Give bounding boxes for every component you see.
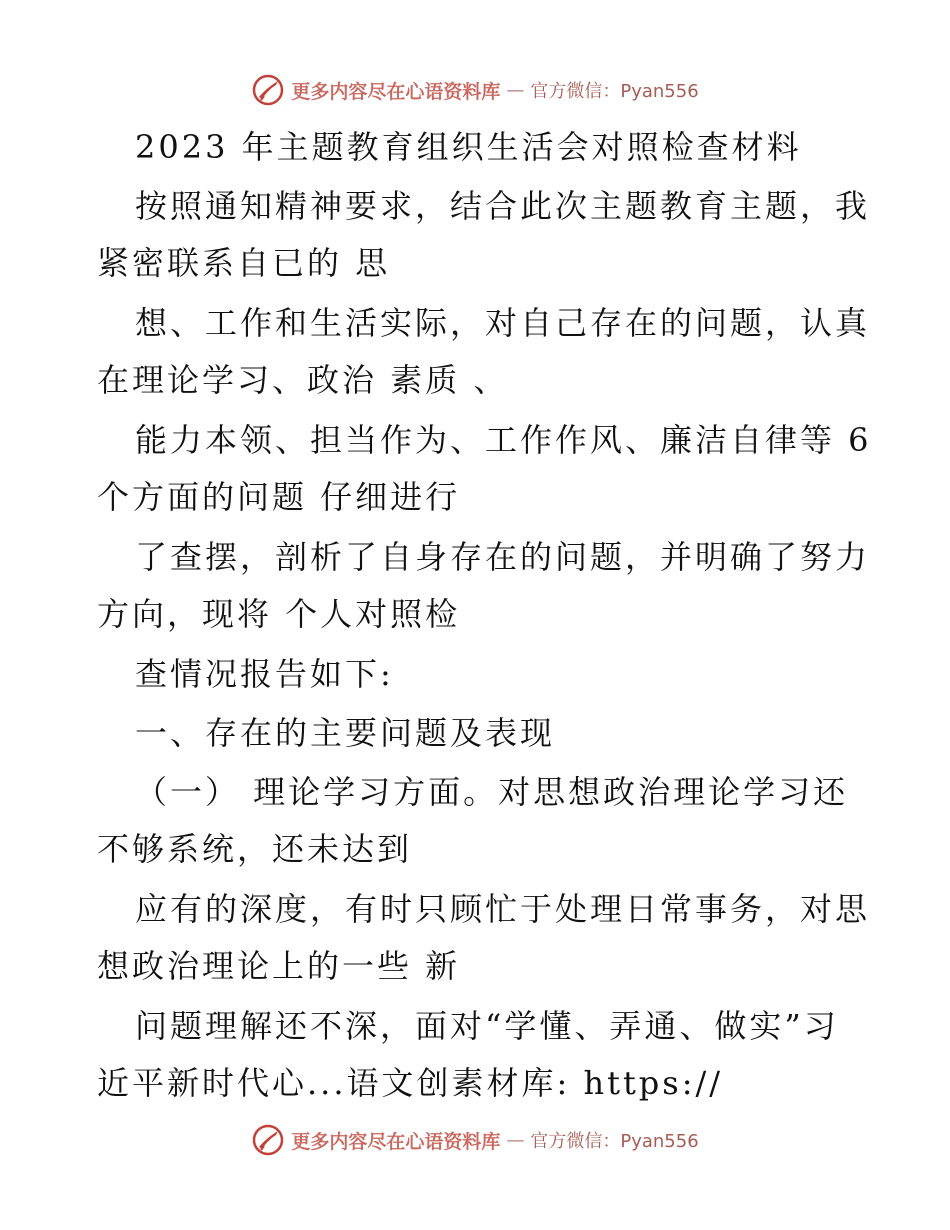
paragraph-line: 在理论学习、政治 素质 、 xyxy=(97,361,509,399)
paragraph-line: 紧密联系自已的 思 xyxy=(97,244,391,282)
paragraph-line: 查情况报告如下: xyxy=(135,655,394,693)
paragraph-line: 了查摆，剖析了自身存在的问题，并明确了努力 xyxy=(135,538,871,576)
subsection-heading: （一） 理论学习方面。对思想政治理论学习还 xyxy=(135,773,849,811)
paragraph-line: 按照通知精神要求，结合此次主题教育主题，我 xyxy=(135,187,871,225)
watermark-dash: — xyxy=(506,79,525,101)
watermark-wechat: 官方微信：Pyan556 xyxy=(530,1131,699,1152)
paragraph-line: 个方面的问题 仔细进行 xyxy=(97,478,461,516)
paragraph-line: 问题理解还不深，面对“学懂、弄通、做实”习 xyxy=(135,1007,839,1045)
paragraph-line: 应有的深度，有时只顾忙于处理日常事务，对思 xyxy=(135,890,871,928)
watermark-banner-top xyxy=(0,70,950,110)
document-title: 2023 年主题教育组织生活会对照检查材料 xyxy=(135,128,802,166)
paragraph-line: 能力本领、担当作为、工作作风、廉洁自律等 6 xyxy=(135,421,872,459)
section-heading: 一、存在的主要问题及表现 xyxy=(135,714,556,752)
pen-logo-icon xyxy=(251,1123,285,1157)
watermark-wechat: 官方微信：Pyan556 xyxy=(530,81,699,102)
paragraph-line: 方向，现将 个人对照检 xyxy=(97,595,461,633)
watermark-dash: — xyxy=(506,1129,525,1151)
watermark-banner-bottom xyxy=(0,1120,950,1160)
paragraph-line: 不够系统，还未达到 xyxy=(97,830,413,868)
watermark-text: 更多内容尽在心语资料库 xyxy=(291,1130,501,1153)
watermark-text: 更多内容尽在心语资料库 xyxy=(291,80,501,103)
paragraph-line: 近平新时代心...语文创素材库: https:// xyxy=(97,1064,724,1102)
pen-logo-icon xyxy=(251,73,285,107)
paragraph-line: 想、工作和生活实际，对自己存在的问题，认真 xyxy=(135,304,871,342)
paragraph-line: 想政治理论上的一些 新 xyxy=(97,947,461,985)
